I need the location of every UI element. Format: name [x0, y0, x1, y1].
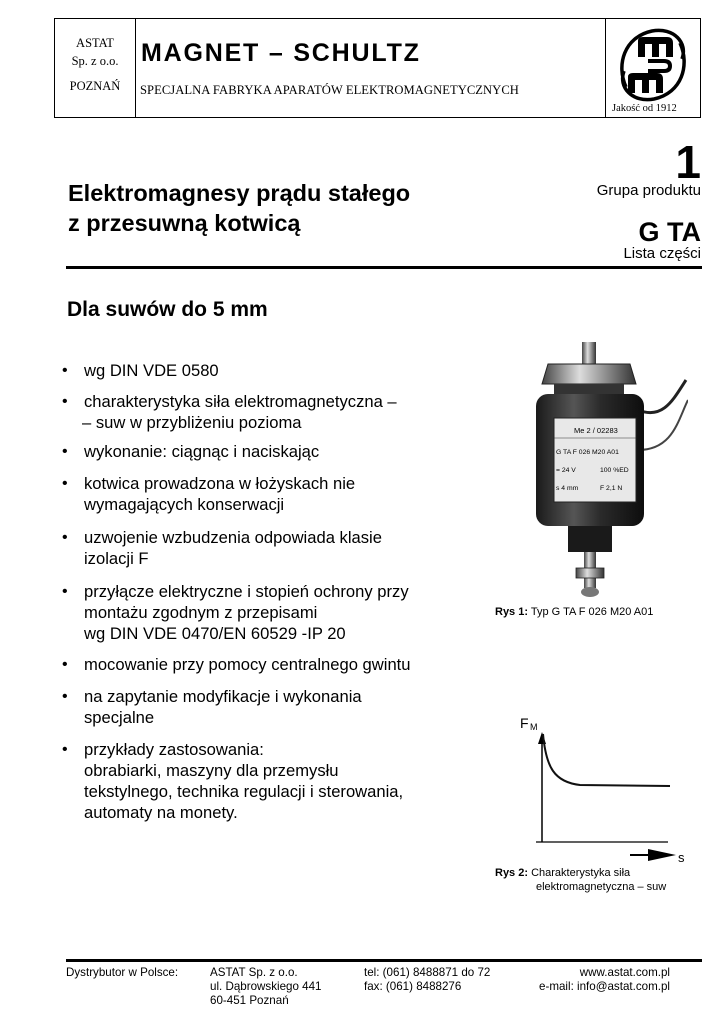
figure-1-caption: Rys 1: Typ G TA F 026 M20 A01 — [495, 606, 654, 618]
list-item: • uzwojenie wzbudzenia odpowiada klasie izolacji F — [58, 527, 458, 569]
distributor-label: Dystrybutor w Polsce: — [66, 966, 179, 979]
group-label: Grupa produktu — [596, 182, 701, 199]
product-code: G TA — [638, 217, 701, 247]
list-item: • kotwica prowadzona w łożyskach nie wymagających konserwacji — [58, 473, 458, 515]
title-line-2: z przesuwną kotwicą — [68, 210, 301, 236]
footer-divider — [66, 959, 702, 962]
company-form: Sp. z o.o. — [71, 54, 119, 68]
graph-x-label: s — [678, 850, 685, 862]
brand-name: MAGNET – SCHULTZ — [141, 39, 421, 67]
distributor-address: ASTAT Sp. z o.o. ul. Dąbrowskiego 441 60-451 Poznań — [210, 966, 322, 1007]
title-divider — [66, 266, 702, 269]
force-stroke-graph — [510, 712, 690, 862]
label-stroke: s 4 mm — [556, 485, 579, 492]
list-item: • wg DIN VDE 0580 — [58, 360, 458, 381]
website-link[interactable]: www.astat.com.pl — [579, 966, 670, 979]
company-cell — [55, 19, 136, 117]
company-name: ASTAT — [76, 36, 114, 50]
parts-list-label: Lista części — [623, 245, 701, 262]
list-item: • charakterystyka siła elektromagnetyczna – – suw w przybliżeniu pozioma — [58, 391, 458, 433]
label-serial: Me 2 / 02283 — [574, 426, 618, 435]
logo-cell — [605, 19, 701, 117]
feature-list — [58, 360, 458, 823]
label-voltage: = 24 V — [556, 467, 576, 474]
email-link[interactable]: e-mail: info@astat.com.pl — [539, 980, 670, 993]
list-item: • na zapytanie modyfikacje i wykonania specjalne — [58, 686, 458, 728]
distributor-web — [530, 966, 670, 994]
brand-subtitle: SPECJALNA FABRYKA APARATÓW ELEKTROMAGNETYCZNYCH — [140, 83, 519, 97]
graph-y-subscript: M — [530, 722, 538, 732]
figure-2-caption: Rys 2: Charakterystyka siła elektromagnetyczna – suw — [495, 867, 667, 893]
label-force: F 2,1 N — [600, 485, 623, 492]
document-title — [68, 178, 410, 238]
label-type: G TA F 026 M20 A01 — [556, 449, 619, 456]
title-line-1: Elektromagnesy prądu stałego — [68, 180, 411, 206]
list-item: • przykłady zastosowania: obrabiarki, maszyny dla przemysłu tekstylnego, technika regulacji i sterowania, automaty na monety. — [58, 739, 458, 823]
label-duty: 100 %ED — [600, 467, 629, 474]
group-number: 1 — [675, 136, 701, 188]
distributor-phone: tel: (061) 8488871 do 72 fax: (061) 8488276 — [364, 966, 491, 993]
header-box — [54, 18, 701, 118]
ms-logo-icon — [618, 25, 688, 105]
section-title: Dla suwów do 5 mm — [67, 298, 268, 321]
graph-y-label: F — [520, 715, 529, 731]
list-item: • przyłącze elektryczne i stopień ochrony przy montażu zgodnym z przepisami wg DIN VDE 0470/EN 60529 -IP 20 — [58, 581, 458, 644]
list-item: • mocowanie przy pomocy centralnego gwintu — [58, 654, 458, 675]
brand-cell — [136, 19, 605, 117]
product-photo — [488, 340, 688, 600]
company-city: POZNAŃ — [69, 79, 121, 93]
list-item: • wykonanie: ciągnąc i naciskając — [58, 441, 458, 462]
since-label: Jakość od 1912 — [612, 103, 677, 114]
